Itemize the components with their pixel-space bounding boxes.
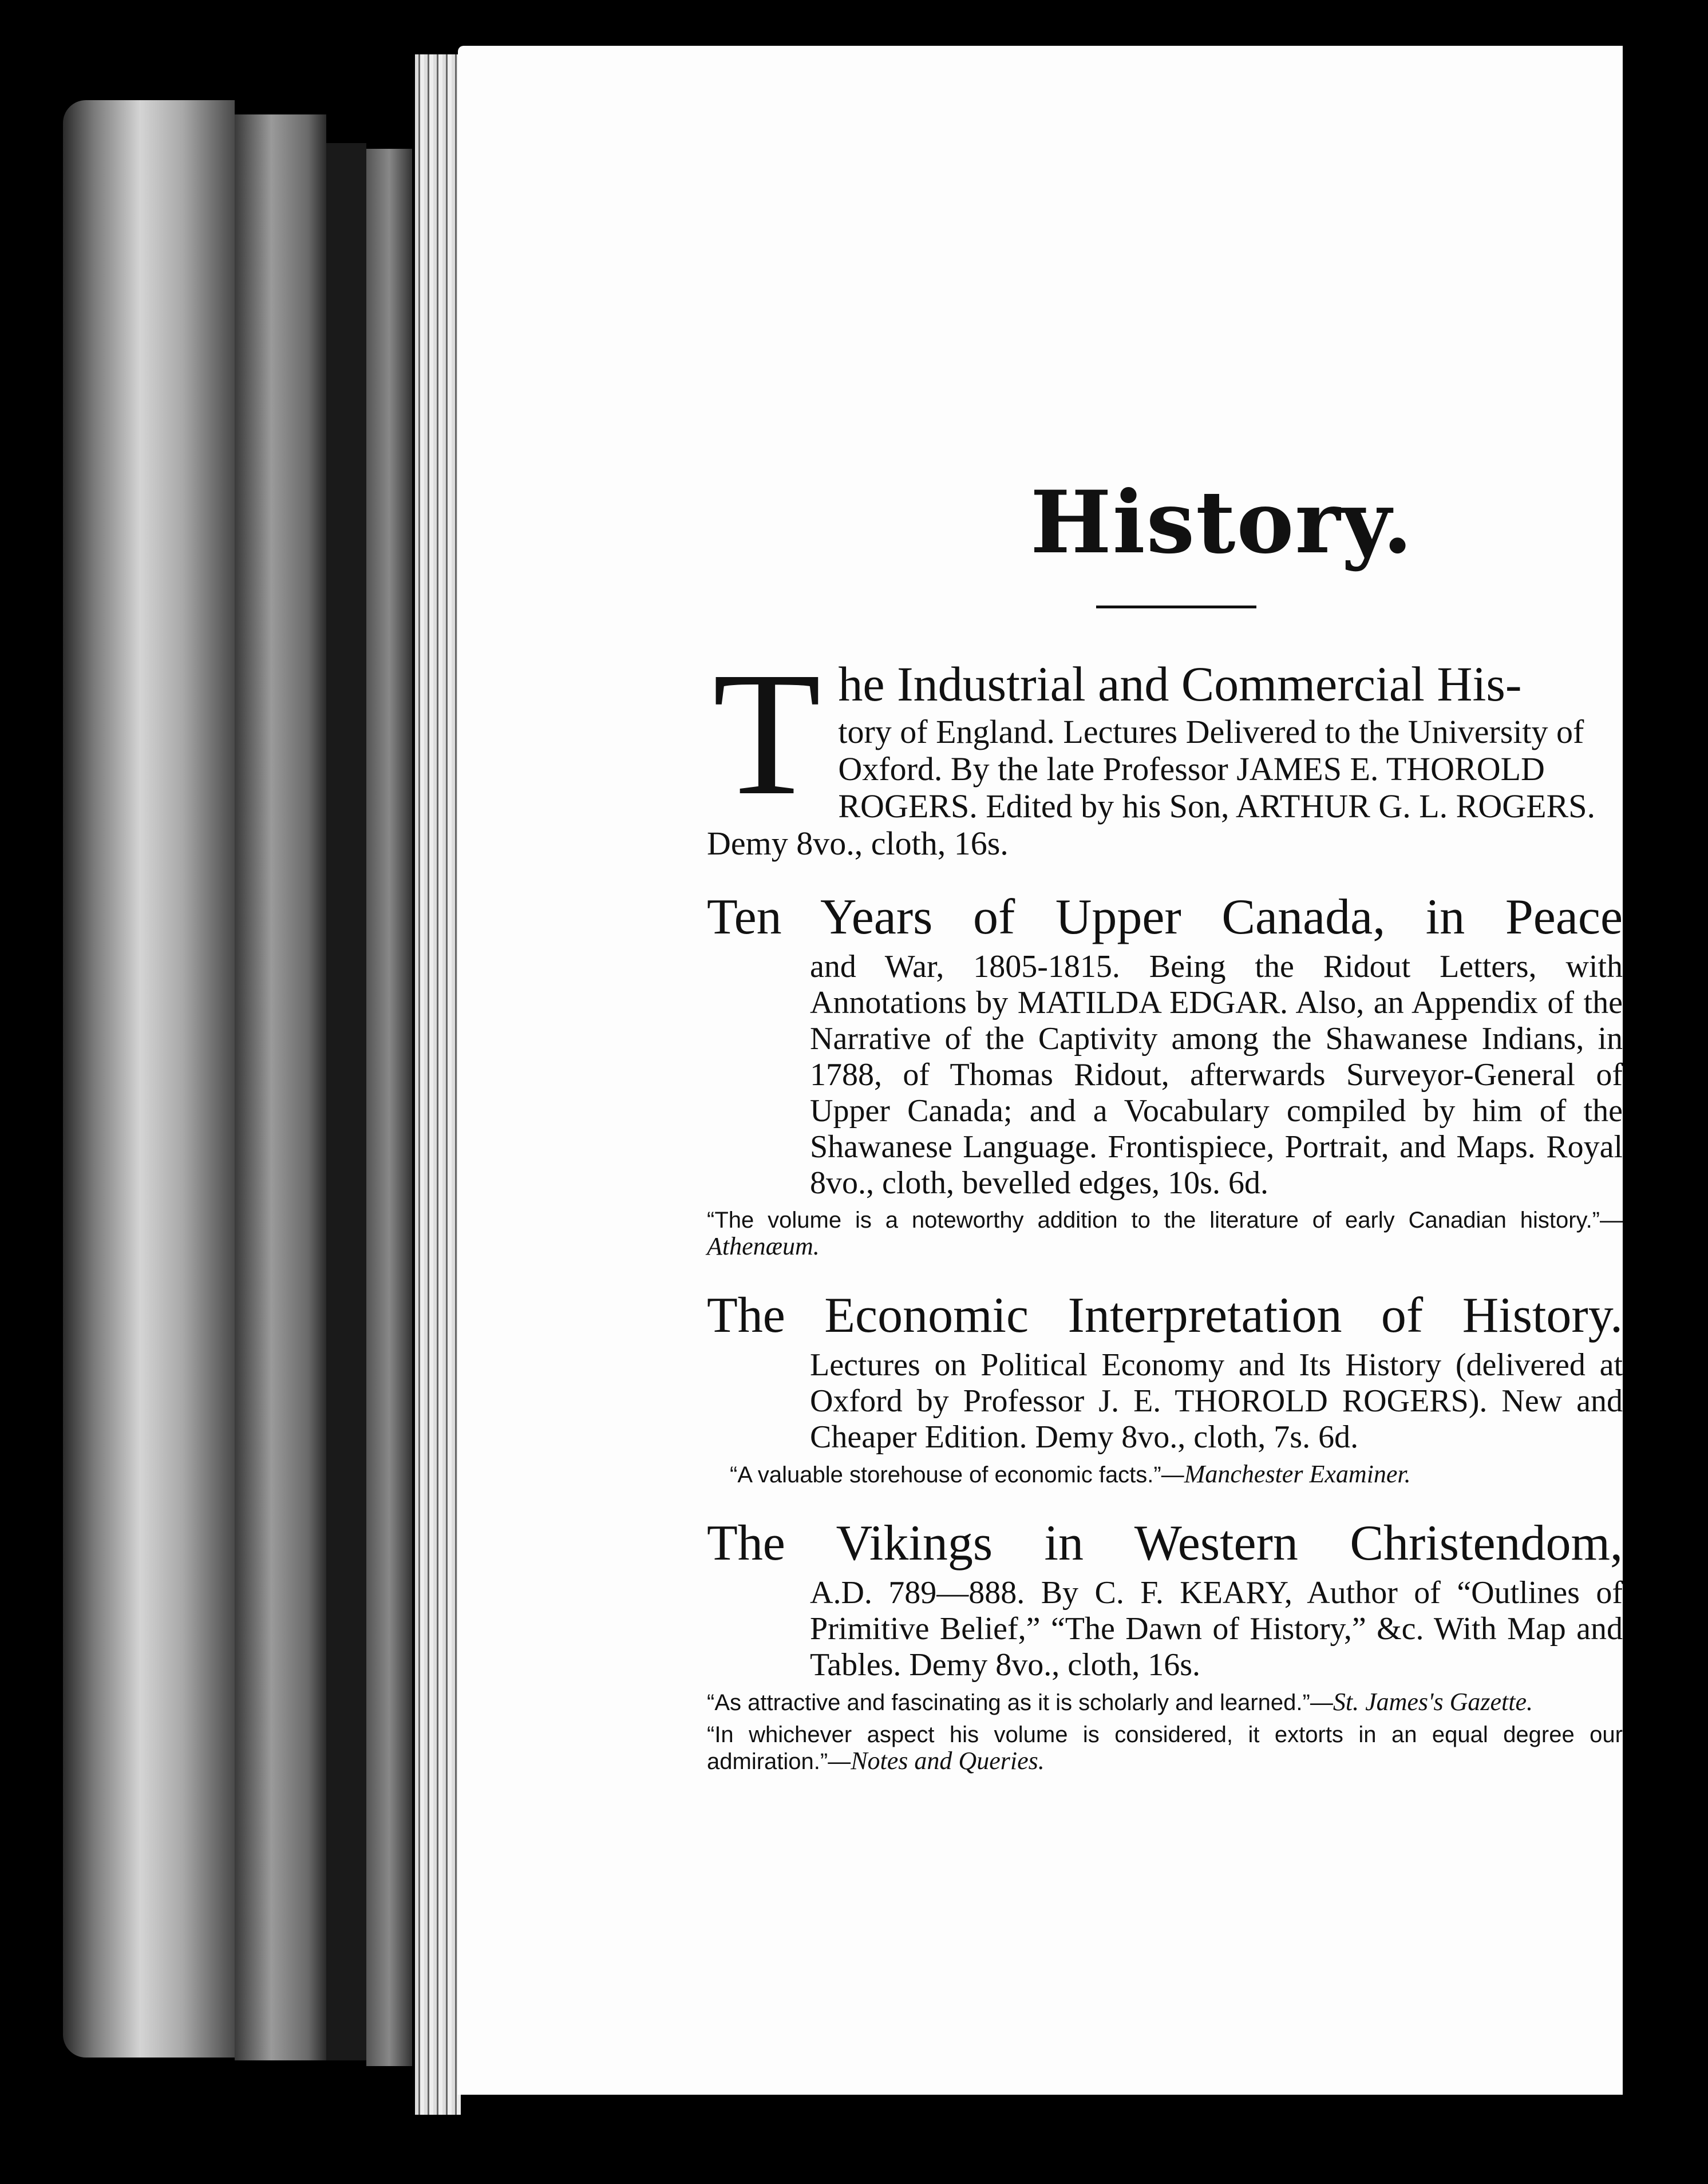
page-stack-edges [415, 54, 461, 2115]
quote-text: “A valuable storehouse of economic facts.”— [730, 1462, 1184, 1487]
entry-body: and War, 1805-1815. Being the Ridout Letters, with Annotations by MATILDA EDGAR. Also, an Appendix of the Narrative of the Captivity among the Shawanese Indians, in 1788, of Thomas Ridout, afterwards Surveyor-General of Upper Canada; and a Vocabulary compiled by him of the Shawanese Language. Frontispiece, Portrait, and Maps. Royal 8vo., cloth, bevelled edges, 10s. 6d. [810, 949, 1623, 1201]
quote-source: Manchester Examiner. [1184, 1460, 1411, 1488]
quote-text: “The volume is a noteworthy addition to the literature of early Canadian history.”— [707, 1208, 1623, 1233]
book-spine-edge [0, 0, 435, 2184]
entry-upper-canada [707, 886, 1623, 1260]
drop-cap: T [713, 636, 821, 832]
quote-source: Athenæum. [707, 1232, 820, 1260]
entry-title: The Vikings in Western Christendom, [707, 1516, 1623, 1571]
heading-rule [1096, 606, 1256, 608]
spine-highlight [63, 100, 235, 2058]
catalogue-content [707, 636, 1623, 1799]
entry-title: he Industrial and Commercial His- [838, 656, 1522, 711]
entry-body: tory of England. Lectures Delivered to the University of Oxford. By the late Professor JAMES E. THOROLD ROGERS. Edited by his Son, ARTHUR G. L. ROGERS. Demy 8vo., cloth, 16s. [707, 713, 1595, 862]
quote-source: St. James's Gazette. [1333, 1688, 1533, 1716]
quote-text: “In whichever aspect his volume is considered, it extorts in an equal degree our admiration.”— [707, 1722, 1623, 1774]
review-quote [707, 1461, 1623, 1488]
entry-body: Lectures on Political Economy and Its History (delivered at Oxford by Professor J. E. THOROLD ROGERS). New and Cheaper Edition. Demy 8vo., cloth, 7s. 6d. [810, 1347, 1623, 1455]
entry-body: A.D. 789—888. By C. F. KEARY, Author of “Outlines of Primitive Belief,” “The Dawn of History,” &c. With Map and Tables. Demy 8vo., cloth, 16s. [810, 1575, 1623, 1683]
entry-economic-interpretation [707, 1284, 1623, 1488]
spine-page-edge [366, 149, 412, 2066]
page-heading: History. [1030, 472, 1414, 573]
spine-middle [235, 114, 326, 2060]
entry-vikings [707, 1512, 1623, 1775]
spine-shadow [326, 143, 366, 2060]
quote-source: Notes and Queries. [851, 1747, 1045, 1775]
review-quote [707, 1689, 1623, 1716]
entry-industrial-history [707, 636, 1623, 862]
review-quote [707, 1722, 1623, 1775]
entry-title: The Economic Interpretation of History. [707, 1288, 1623, 1343]
quote-text: “As attractive and fascinating as it is scholarly and learned.”— [707, 1690, 1333, 1715]
review-quote [707, 1207, 1623, 1260]
entry-title: Ten Years of Upper Canada, in Peace [707, 889, 1623, 945]
